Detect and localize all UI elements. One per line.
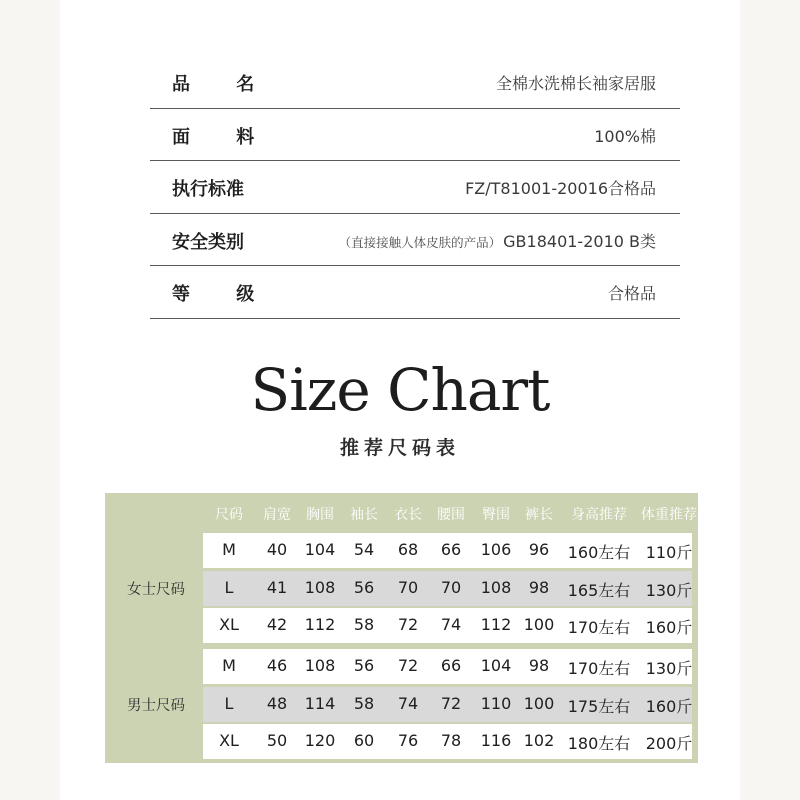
product-info-table xyxy=(150,56,680,319)
measure-cell: 106 xyxy=(480,540,512,559)
measure-cell: 40 xyxy=(266,540,288,559)
table-row xyxy=(203,649,692,684)
header-cell: 臀围 xyxy=(482,507,510,523)
size-chart-table xyxy=(105,493,698,763)
measure-cell: 46 xyxy=(266,656,288,675)
measure-cell: 180左右 xyxy=(567,734,631,753)
size-cell: L xyxy=(224,577,234,597)
measure-cell: 130斤 xyxy=(645,580,693,600)
measure-cell: 54 xyxy=(353,540,375,559)
table-row xyxy=(203,608,692,643)
measure-cell: 108 xyxy=(304,656,336,675)
measure-cell: 165左右 xyxy=(567,580,631,600)
measure-cell: 70 xyxy=(397,577,419,597)
info-key: 品 名 xyxy=(172,74,275,95)
info-key: 安全类别 xyxy=(172,231,244,253)
measure-cell: 78 xyxy=(440,731,462,750)
info-value: 全棉水洗棉长袖家居服 xyxy=(495,74,656,93)
measure-cell: 76 xyxy=(397,731,419,750)
measure-cell: 60 xyxy=(353,731,375,750)
measure-cell: 108 xyxy=(480,577,512,597)
measure-cell: 114 xyxy=(304,693,336,713)
info-row-product-name xyxy=(150,56,680,109)
size-chart-header xyxy=(105,493,698,532)
size-cell: XL xyxy=(219,731,239,750)
size-cell: M xyxy=(222,656,236,675)
measure-cell: 58 xyxy=(353,615,375,634)
measure-cell: 110斤 xyxy=(645,543,693,562)
size-group-women xyxy=(111,532,692,644)
measure-cell: 72 xyxy=(397,615,419,634)
size-group-men xyxy=(111,648,692,760)
info-key: 执行标准 xyxy=(172,179,244,200)
info-note: （直接接触人体皮肤的产品） xyxy=(338,234,502,250)
measure-cell: 130斤 xyxy=(645,659,693,678)
measure-cell: 74 xyxy=(440,615,462,634)
measure-cell: 100 xyxy=(523,615,555,634)
measure-cell: 66 xyxy=(440,656,462,675)
measure-cell: 160斤 xyxy=(645,618,693,637)
measure-cell: 42 xyxy=(266,615,288,634)
info-value: FZ/T81001-20016合格品 xyxy=(465,179,656,198)
header-cell: 身高推荐 xyxy=(571,507,627,523)
table-row xyxy=(203,687,692,722)
measure-cell: 102 xyxy=(523,731,555,750)
info-row-safety xyxy=(150,214,680,267)
measure-cell: 116 xyxy=(480,731,512,750)
measure-cell: 104 xyxy=(304,540,336,559)
measure-cell: 98 xyxy=(528,577,550,597)
info-key: 等 级 xyxy=(172,284,275,305)
measure-cell: 104 xyxy=(480,656,512,675)
measure-cell: 100 xyxy=(523,693,555,713)
measure-cell: 70 xyxy=(440,577,462,597)
header-cell: 尺码 xyxy=(215,507,243,523)
size-chart-title-zh: 推荐尺码表 xyxy=(339,437,460,459)
header-cell: 肩宽 xyxy=(263,507,291,523)
measure-cell: 74 xyxy=(397,693,419,713)
measure-cell: 98 xyxy=(528,656,550,675)
header-cell: 胸围 xyxy=(306,507,334,523)
measure-cell: 112 xyxy=(480,615,512,634)
info-row-fabric xyxy=(150,109,680,162)
group-label: 女士尺码 xyxy=(127,581,185,598)
measure-cell: 170左右 xyxy=(567,659,631,678)
measure-cell: 72 xyxy=(397,656,419,675)
measure-cell: 56 xyxy=(353,577,375,597)
measure-cell: 50 xyxy=(266,731,288,750)
measure-cell: 96 xyxy=(528,540,550,559)
measure-cell: 48 xyxy=(266,693,288,713)
header-cell: 衣长 xyxy=(394,507,422,523)
info-value-container xyxy=(339,229,656,252)
measure-cell: 170左右 xyxy=(567,618,631,637)
info-value: GB18401-2010 B类 xyxy=(503,231,656,251)
header-cell: 体重推荐 xyxy=(641,507,697,523)
header-cell: 袖长 xyxy=(350,507,378,523)
measure-cell: 56 xyxy=(353,656,375,675)
header-cell: 腰围 xyxy=(437,507,465,523)
measure-cell: 68 xyxy=(397,540,419,559)
info-value: 合格品 xyxy=(607,284,656,303)
info-key: 面 料 xyxy=(172,126,275,148)
group-label: 男士尺码 xyxy=(127,697,185,714)
table-row xyxy=(203,571,692,606)
measure-cell: 58 xyxy=(353,693,375,713)
measure-cell: 72 xyxy=(440,693,462,713)
table-row xyxy=(203,533,692,568)
size-cell: L xyxy=(224,693,234,713)
measure-cell: 175左右 xyxy=(567,696,631,716)
info-row-grade xyxy=(150,266,680,319)
measure-cell: 66 xyxy=(440,540,462,559)
table-row xyxy=(203,724,692,759)
size-cell: M xyxy=(222,540,236,559)
size-cell: XL xyxy=(219,615,239,634)
info-row-standard xyxy=(150,161,680,214)
size-chart-title-en: Size Chart xyxy=(250,356,550,424)
info-value: 100%棉 xyxy=(594,126,656,146)
measure-cell: 108 xyxy=(304,577,336,597)
header-cell: 裤长 xyxy=(525,507,553,523)
size-chart-title-wrap xyxy=(0,356,800,424)
measure-cell: 200斤 xyxy=(645,734,693,753)
measure-cell: 112 xyxy=(304,615,336,634)
measure-cell: 41 xyxy=(266,577,288,597)
measure-cell: 110 xyxy=(480,693,512,713)
measure-cell: 160左右 xyxy=(567,543,631,562)
measure-cell: 120 xyxy=(304,731,336,750)
measure-cell: 160斤 xyxy=(645,696,693,716)
